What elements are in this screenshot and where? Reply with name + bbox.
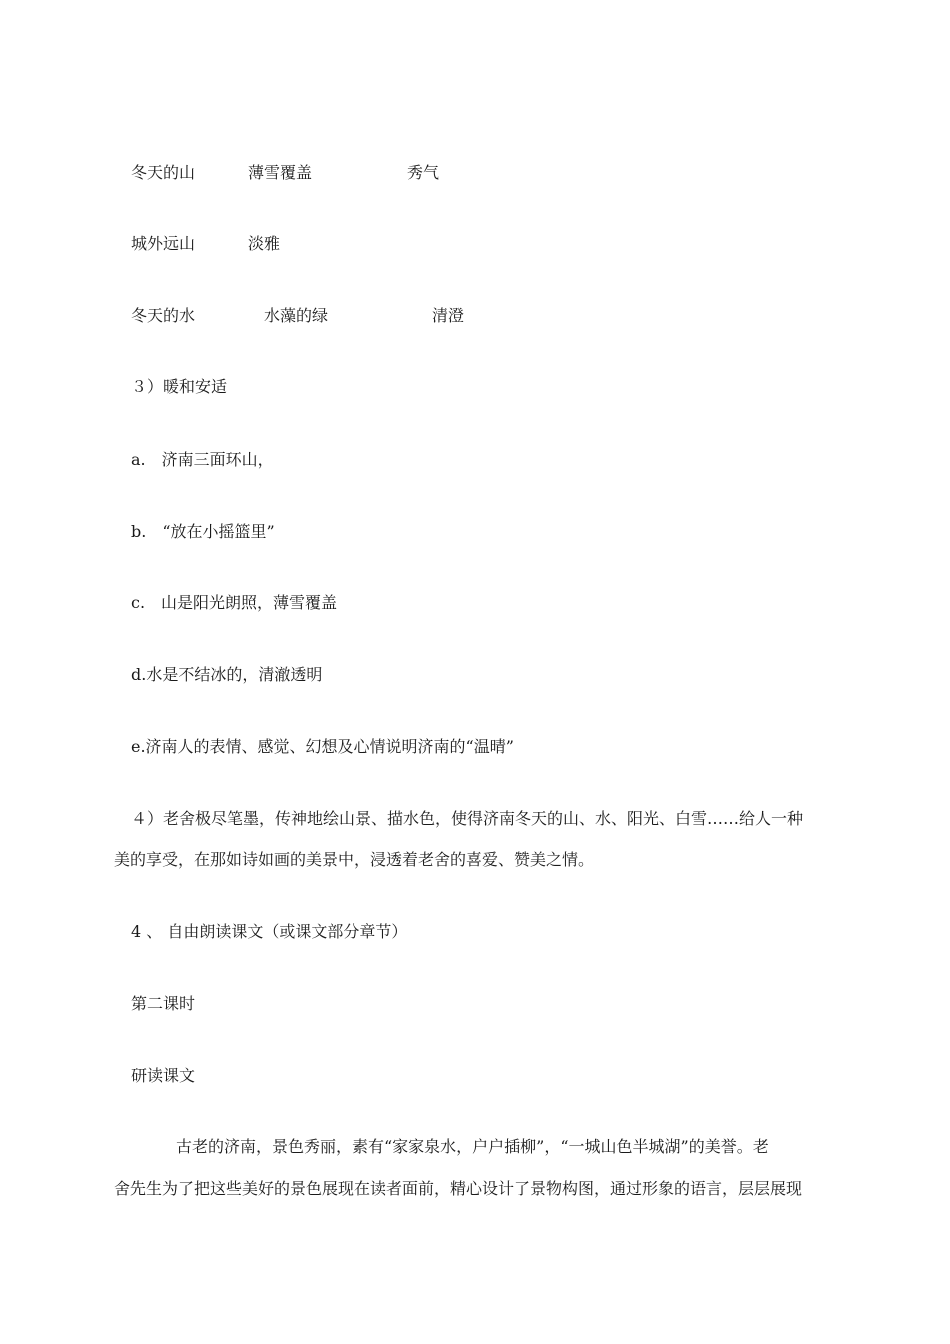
paragraph-line1: 古老的济南，景色秀丽，素有“家家泉水，户户插柳”，“一城山色半城湖”的美誉。老: [176, 1137, 769, 1156]
row2-col1: 城外远山: [131, 234, 196, 253]
section3-item-a: a. 济南三面环山，: [131, 450, 274, 469]
distant-mountain-row: [0, 234, 950, 254]
row1-col2: 薄雪覆盖: [248, 163, 313, 182]
row3-col1: 冬天的水: [131, 306, 196, 325]
lesson2-heading: 第二课时: [131, 994, 196, 1013]
section4-line1: ４）老舍极尽笔墨，传神地绘山景、描水色，使得济南冬天的山、水、阳光、白雪……给人一种: [131, 809, 804, 828]
study-heading: 研读课文: [131, 1066, 196, 1085]
row3-col3: 清澄: [432, 306, 465, 325]
water-row: [0, 306, 950, 326]
row1-col3: 秀气: [407, 163, 440, 182]
row2-col2: 淡雅: [248, 234, 281, 253]
section3-item-e: e.济南人的表情、感觉、幻想及心情说明济南的“温晴”: [131, 737, 514, 756]
section3-item-b: b. “放在小摇篮里”: [131, 522, 275, 541]
section3-heading: ３）暖和安适: [131, 377, 228, 396]
row3-col2: 水藻的绿: [264, 306, 329, 325]
step4-line: 4 、 自由朗读课文（或课文部分章节）: [131, 922, 408, 941]
paragraph-line2: 舍先生为了把这些美好的景色展现在读者面前，精心设计了景物构图，通过形象的语言，层层展现: [114, 1179, 803, 1198]
section3-item-d: d.水是不结冰的，清澈透明: [131, 665, 323, 684]
row1-col1: 冬天的山: [131, 163, 196, 182]
mountain-row: [0, 163, 950, 183]
section3-item-c: c. 山是阳光朗照，薄雪覆盖: [131, 593, 338, 612]
section4-line2: 美的享受，在那如诗如画的美景中，浸透着老舍的喜爱、赞美之情。: [114, 850, 595, 869]
